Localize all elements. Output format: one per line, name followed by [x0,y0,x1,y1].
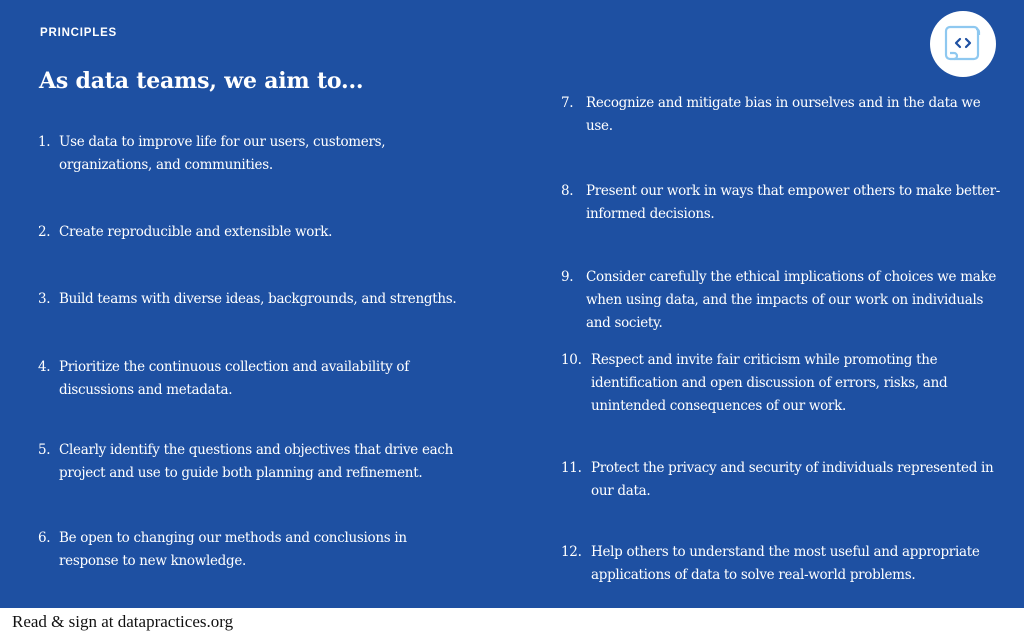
principle-text: Help others to understand the most useful and appropriate applications of data to solve real-world problems. [591,544,980,583]
principle-number: 10. [561,352,582,368]
principle-number: 4. [38,359,51,375]
principle-number: 5. [38,442,51,458]
principle-text: Create reproducible and extensible work. [59,224,333,240]
principle-text: Protect the privacy and security of individuals represented in our data. [591,460,994,499]
principle-number: 11. [561,460,582,476]
principle-text: Respect and invite fair criticism while promoting the identification and open discussion of errors, risks, and unintended consequences of our work. [591,352,948,414]
principle-number: 8. [561,183,574,199]
code-scroll-icon [930,11,996,77]
slide-headline: As data teams, we aim to... [39,68,364,94]
principle-number: 12. [561,544,582,560]
principle-text: Consider carefully the ethical implications of choices we make when using data, and the impacts of our work on individuals and society. [586,269,997,331]
principle-text: Recognize and mitigate bias in ourselves and in the data we use. [586,95,981,134]
principle-number: 6. [38,530,51,546]
principle-number: 7. [561,95,574,111]
principle-number: 1. [38,134,51,150]
principle-number: 2. [38,224,51,240]
principle-text: Use data to improve life for our users, customers, organizations, and communities. [59,134,386,173]
principle-text: Prioritize the continuous collection and availability of discussions and metadata. [59,359,409,398]
section-eyebrow: PRINCIPLES [40,27,118,39]
principle-text: Present our work in ways that empower others to make better-informed decisions. [586,183,1001,222]
principle-number: 3. [38,291,51,307]
footer-caption: Read & sign at datapractices.org [12,612,234,631]
principle-text: Be open to changing our methods and conclusions in response to new knowledge. [59,530,407,569]
principle-text: Clearly identify the questions and objectives that drive each project and use to guide both planning and refinement. [59,442,454,481]
principle-text: Build teams with diverse ideas, backgrounds, and strengths. [59,291,457,307]
principle-number: 9. [561,269,574,285]
